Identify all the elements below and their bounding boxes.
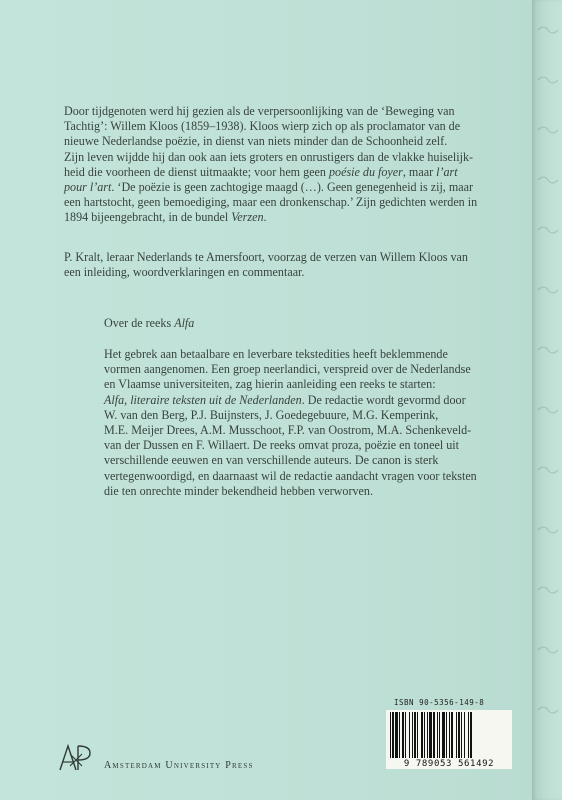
handwriting-texture xyxy=(532,0,562,800)
text-run: 1894 bijeengebracht, in de bundel xyxy=(64,210,232,225)
text-line: M.E. Meijer Drees, A.M. Musschoot, F.P. van Oostrom, M.A. Schenkeveld- xyxy=(104,423,472,438)
barcode-bar xyxy=(395,712,398,758)
text-line xyxy=(64,210,516,225)
barcode-bar xyxy=(433,712,435,758)
series-heading xyxy=(104,316,524,331)
text-run: , maar xyxy=(402,164,437,179)
text-line xyxy=(64,165,516,180)
text-run: heid die voorheen de dienst uitmaakte; voor hem geen xyxy=(64,164,329,179)
barcode-bar xyxy=(458,712,460,758)
barcode-bar xyxy=(414,712,416,758)
text-line: verschillende eeuwen en van verschillende auteurs. De canon is sterk xyxy=(104,453,439,468)
barcode-bar xyxy=(402,712,404,758)
barcode-bars xyxy=(386,710,512,760)
barcode-graphic xyxy=(386,710,512,760)
isbn-label: ISBN 90-5356-149-8 xyxy=(394,698,485,707)
barcode-bar xyxy=(412,712,413,758)
isbn-barcode xyxy=(386,698,512,772)
publisher-logo xyxy=(56,740,96,774)
barcode-bar xyxy=(390,712,391,758)
text-line: die ten onrechte minder bekendheid hebben verworven. xyxy=(104,483,373,498)
text-line: nieuwe Nederlandse poëzie, in dienst van niets minder dan de Schoonheid zelf. xyxy=(64,134,448,149)
barcode-bar xyxy=(424,712,425,758)
barcode-bar xyxy=(421,712,423,758)
text-line: W. van den Berg, P.J. Buijnsters, J. Goedegebuure, M.G. Kemperink, xyxy=(104,407,439,422)
italic-run: pour l’art xyxy=(64,180,112,195)
text-run: . ‘De poëzie is geen zachtogige maagd (…). Geen genegenheid is zij, maar xyxy=(111,180,474,195)
barcode-bar xyxy=(461,712,462,758)
text-run: . De redactie wordt gevormd door xyxy=(301,392,466,407)
page-edge xyxy=(532,0,562,800)
barcode-bar xyxy=(442,712,445,758)
text-run: Over de reeks xyxy=(104,316,175,330)
author-description xyxy=(64,104,516,226)
barcode-bar xyxy=(470,712,472,758)
barcode-bar xyxy=(464,712,465,758)
italic-run: Verzen xyxy=(231,210,264,225)
text-line: Door tijdgenoten werd hij gezien als de verpersoonlijking van de ‘Beweging van xyxy=(64,104,455,118)
text-line: P. Kralt, leraar Nederlands te Amersfoort, voorzag de verzen van Willem Kloos van xyxy=(64,250,468,264)
barcode-bar xyxy=(392,712,394,758)
barcode-bar xyxy=(456,712,457,758)
barcode-bar xyxy=(417,712,418,758)
text-run: . xyxy=(263,210,267,225)
barcode-bar xyxy=(409,712,410,758)
series-description xyxy=(104,347,522,499)
barcode-bar xyxy=(439,712,440,758)
barcode-bar xyxy=(437,712,438,758)
italic-run: Alfa, literaire teksten uit de Nederlanden xyxy=(104,392,302,407)
text-line: een hartstocht, geen bemoediging, maar een dronkenschap.’ Zijn gedichten werden in xyxy=(64,195,478,210)
text-line: en Vlaamse universiteiten, zag hierin aanleiding een reeks te starten: xyxy=(104,377,436,392)
italic-run: poésie du foyer xyxy=(328,164,403,179)
text-line xyxy=(104,393,522,408)
barcode-bar xyxy=(451,712,453,758)
barcode-bar xyxy=(468,712,469,758)
text-line: een inleiding, woordverklaringen en commentaar. xyxy=(64,265,305,280)
barcode-bar xyxy=(427,712,428,758)
publisher-name: Amsterdam University Press xyxy=(104,760,254,771)
editor-description xyxy=(64,250,516,280)
text-line: Het gebrek aan betaalbare en leverbare tekstedities heeft beklemmende xyxy=(104,347,448,361)
aup-logo-icon xyxy=(56,740,96,774)
text-line: Tachtig’: Willem Kloos (1859–1938). Kloos wierp zich op als proclamator van de xyxy=(64,119,461,134)
text-line: van der Dussen en F. Willaert. De reeks omvat proza, poëzie en toneel uit xyxy=(104,438,459,453)
italic-run: Alfa xyxy=(174,316,195,330)
barcode-digits: 9 789053 561492 xyxy=(386,758,512,769)
barcode-bar xyxy=(446,712,447,758)
barcode-bar xyxy=(399,712,400,758)
text-line: Zijn leven wijdde hij dan ook aan iets groters en onrustigers dan de vlakke huiselijk- xyxy=(64,149,474,164)
italic-run: l’art xyxy=(436,164,458,179)
barcode-bar xyxy=(405,712,406,758)
text-line: vormen aangenomen. Een groep neerlandici, verspreid over de Nederlandse xyxy=(104,362,471,377)
barcode-bar xyxy=(449,712,450,758)
barcode-bar xyxy=(429,712,432,758)
text-line: vertegenwoordigd, en daarnaast wil de redactie aandacht vragen voor teksten xyxy=(104,468,477,483)
text-line xyxy=(64,180,516,195)
